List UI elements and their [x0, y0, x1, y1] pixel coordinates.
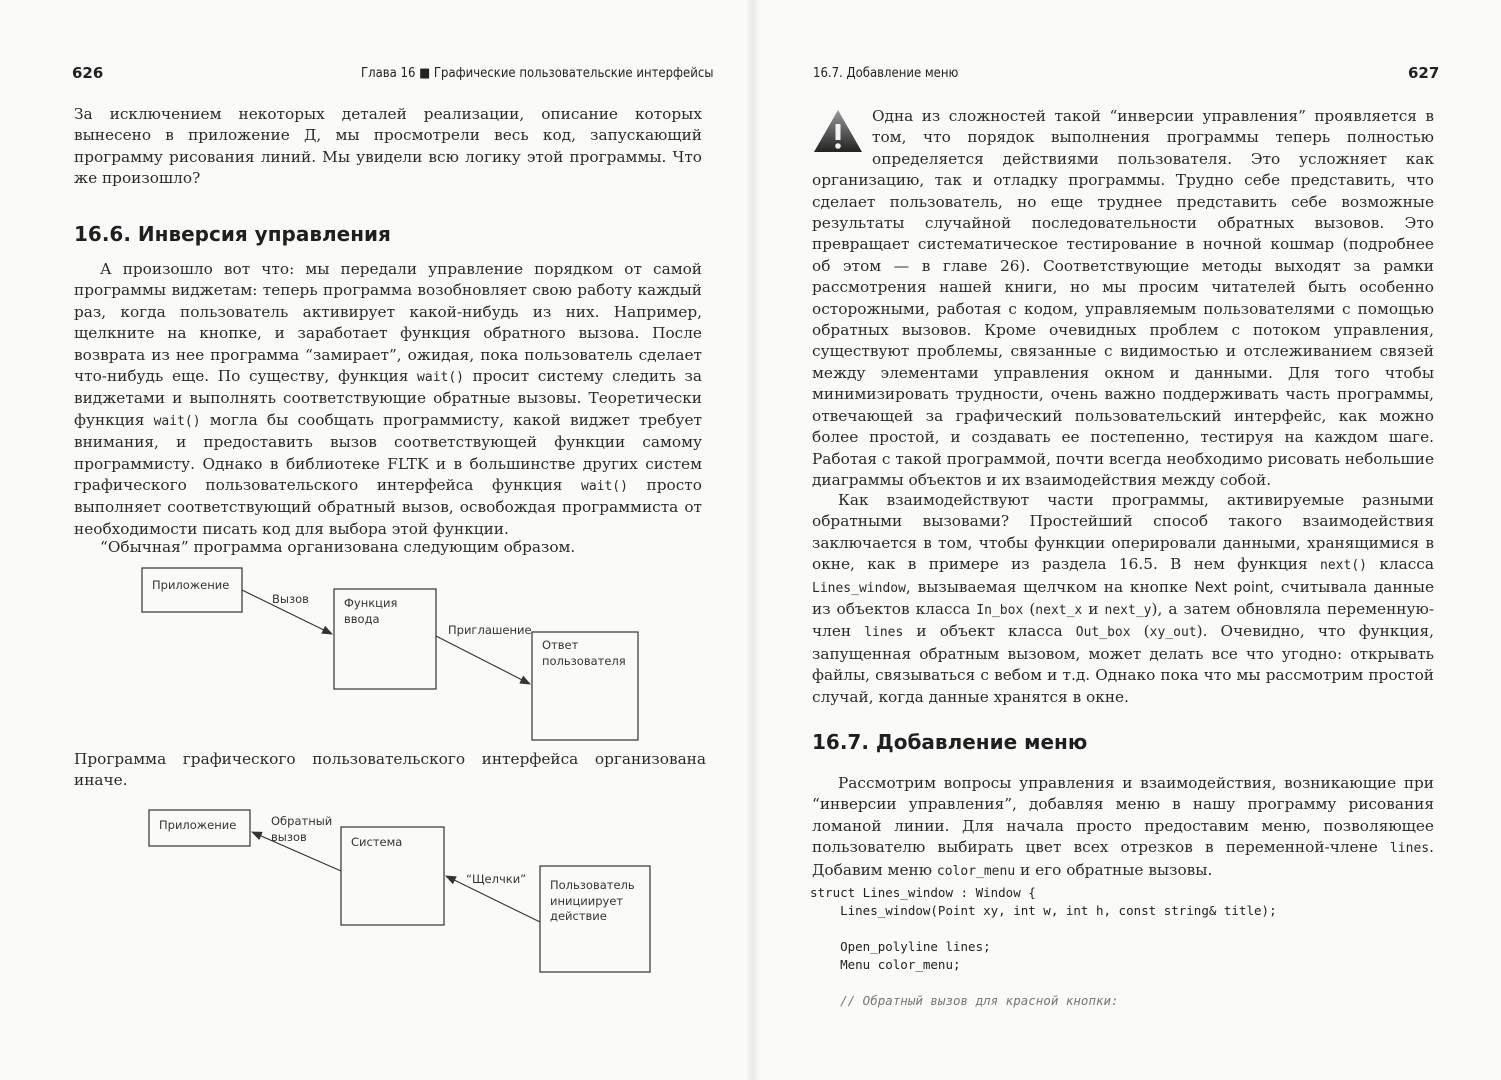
label-clicks: “Щелчки” — [466, 872, 527, 886]
code-lines: lines — [864, 625, 904, 641]
code-in-box: In_box — [976, 603, 1024, 619]
section-heading-16-6: 16.6. Инверсия управления — [74, 222, 391, 246]
label-user-response-2: пользователя — [542, 654, 626, 668]
label-input-function-2: ввода — [344, 612, 380, 626]
label-input-function: Функция — [344, 596, 398, 610]
arrow-prompt — [436, 636, 530, 684]
label-call: Вызов — [272, 592, 309, 606]
diagram-gui-program — [140, 806, 660, 978]
label-user-response: Ответ — [542, 638, 579, 652]
code-comment: // Обратный вызов для красной кнопки: — [810, 993, 1119, 1008]
code-xy-out: xy_out — [1149, 625, 1197, 641]
label-callback-2: вызов — [271, 830, 307, 844]
section-heading-16-7: 16.7. Добавление меню — [812, 730, 1088, 754]
menu-paragraph: Рассмотрим вопросы управления и взаимодействия, возникающие при “инверсии управления”, добавляя меню в нашу программу рисования ломаной линии. Для начала просто предоставим меню, позволяющее пользователю выбирать цвет всех отрезков в переменной-члене lines. Добавим меню color_menu и его обратные вызовы. — [812, 774, 1434, 879]
code-lines: lines — [1389, 841, 1430, 857]
code-wait: wait() — [581, 479, 628, 495]
inversion-paragraph: А произошло вот что: мы передали управление порядком от самой программы виджетам: теперь программа возобновляет свою работу каждый раз, когда пользователь активирует какой-нибудь из них. Например, щелкните на кнопке, и заработает функция обратного вызова. После возврата из нее программа “замирает”, ожидая, пока пользователь сделает что-нибудь еще. По существу, функция wait() просит систему следить за виджетами и выполнять соответствующие обратные вызовы. Теоретически функция wait() могла бы сообщать программисту, какой виджет требует внимания, и предоставить вызов соответствующей функции самому программисту. Однако в библиотеке FLTK и в большинстве других систем графического пользовательского интерфейса функция wait() просто выполняет соответствующий обратный вызов, освобождая программиста от необходимости писать код для выбора этой функции. — [74, 260, 702, 538]
code-next: next() — [1320, 558, 1367, 574]
code-line: Lines_window(Point xy, int w, int h, const string& title); — [810, 903, 1277, 918]
code-wait: wait() — [153, 413, 201, 429]
code-line: Menu color_menu; — [810, 957, 961, 972]
code-line: Open_polyline lines; — [810, 939, 991, 954]
label-prompt: Приглашение — [448, 623, 532, 637]
code-next-x: next_x — [1035, 603, 1083, 619]
code-next-y: next_y — [1104, 603, 1152, 619]
label-callback: Обратный — [271, 814, 333, 828]
label-application: Приложение — [152, 578, 230, 592]
code-line: struct Lines_window : Window { — [810, 885, 1036, 900]
normal-program-paragraph: “Обычная” программа организована следующим образом. — [100, 538, 576, 556]
button-name-next-point: Next point — [1194, 579, 1270, 596]
label-user-action: Пользователь — [550, 878, 635, 892]
intro-paragraph: За исключением некоторых деталей реализации, описание которых вынесено в приложение Д, мы просмотрели весь код, запускающий программу рисования линий. Мы увидели всю логику этой программы. Что же произошло? — [74, 105, 702, 188]
label-system: Система — [351, 835, 403, 849]
left-page — [0, 0, 745, 1080]
left-running-head: Глава 16 ■ Графические пользовательские интерфейсы — [361, 66, 714, 81]
diagram-conventional-program — [130, 560, 650, 745]
warning-paragraph: Одна из сложностей такой “инверсии управления” проявляется в том, что порядок выполнения программы теперь полностью определяется действиями пользователя. Это усложняет как организацию, так и отладку программы. Трудно себе представить, что сделает пользователь, но еще труднее представить себе возможные результаты случайной последовательности обратных вызовов. Это превращает систематическое тестирование в ночной кошмар (подробнее об этом — в главе 26). Соответствующие методы выходят за рамки рассмотрения нашей книги, но мы просим читателей быть особенно осторожными, работая с кодом, управляемым пользователями с помощью обратных вызовов. Кроме очевидных проблем с потоком управления, существуют проблемы, связанные с видимостью и отслеживанием связей между элементами управления окном и данными. Для того чтобы минимизировать трудности, очень важно поддерживать часть программы, отвечающей за графический пользовательский интерфейс, как можно более простой, и создавать ее постепенно, тестируя на каждом шаге. Работая с такой программой, почти всегда необходимо рисовать небольшие диаграммы объектов и их взаимодействия между собой. — [812, 107, 1434, 489]
interaction-paragraph: Как взаимодействуют части программы, активируемые разными обратными вызовами? Простейший способ такого взаимодействия заключается в том, чтобы функции оперировали данными, хранящимися в окне, как в примере из раздела 16.5. В нем функция next() класса Lines_window, вызываемая щелчком на кнопке Next point, считывала данные из объектов класса In_box (next_x и next_y), а затем обновляла переменную-член lines и объект класса Out_box (xy_out). Очевидно, что функция, запущенная обратным вызовом, может делать все что угодно: открывать файлы, связываться с вебом и т.д. Однако пока что мы рассмотрим простой случай, когда данные хранятся в окне. — [812, 491, 1434, 706]
book-gutter — [745, 0, 760, 1080]
code-color-menu: color_menu — [936, 863, 1016, 879]
code-wait: wait() — [417, 370, 465, 386]
right-page-number: 627 — [1408, 64, 1440, 82]
right-running-head: 16.7. Добавление меню — [813, 66, 959, 81]
label-user-action-3: действие — [550, 909, 607, 923]
label-application: Приложение — [159, 818, 237, 832]
code-out-box: Out_box — [1075, 625, 1131, 641]
code-lines-window: Lines_window — [812, 580, 906, 596]
gui-program-paragraph: Программа графического пользовательского интерфейса организована иначе. — [74, 750, 706, 790]
label-user-action-2: инициирует — [550, 894, 624, 908]
left-page-number: 626 — [72, 64, 104, 82]
code-listing — [810, 884, 1277, 1010]
